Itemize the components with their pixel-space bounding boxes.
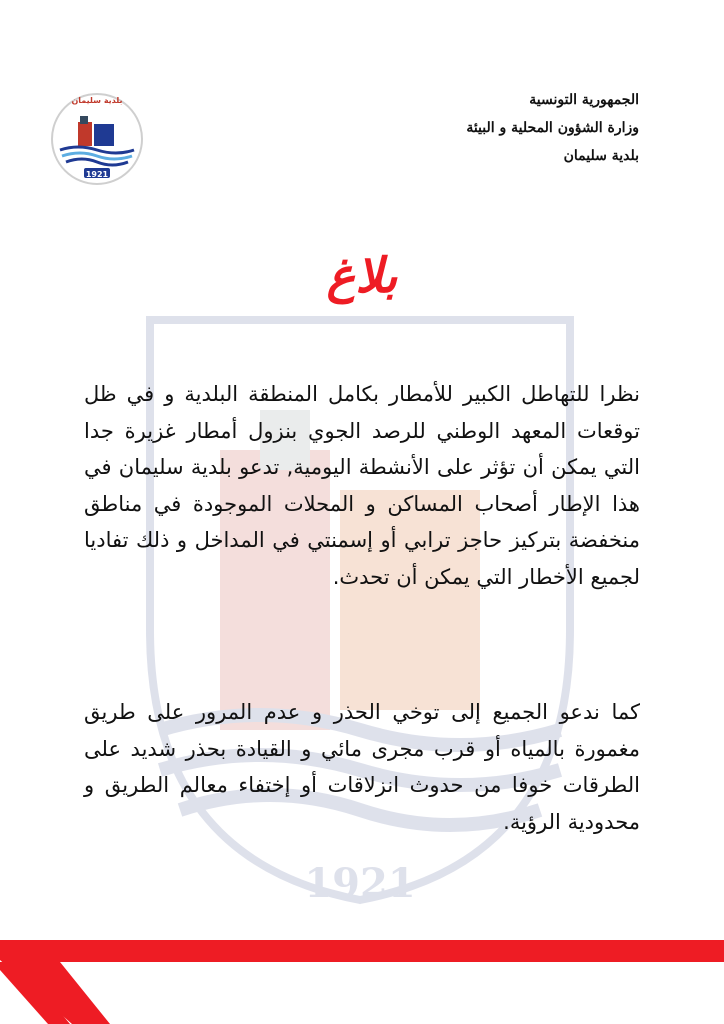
- header-municipality: بلدية سليمان: [563, 148, 639, 164]
- notice-title: بلاغ: [326, 248, 398, 304]
- body-paragraph-2: كما ندعو الجميع إلى توخي الحذر و عدم المرور على طريق مغمورة بالمياه أو قرب مجرى مائي و القيادة بحذر شديد على الطرقات خوفا من حدوث انزلاقات أو إختفاء معالم الطريق و محدودية الرؤية.: [84, 700, 640, 834]
- footer-graphic: [0, 930, 724, 1024]
- header-block: [319, 86, 639, 170]
- body-paragraph-1: نظرا للتهاطل الكبير للأمطار بكامل المنطقة البلدية و في ظل توقعات المعهد الوطني للرصد الجوي بنزول أمطار غزيرة جدا التي يمكن أن تؤثر على الأنشطة اليومية, تدعو بلدية سليمان في هذا الإطار أصحاب المساكن و المحلات الموجودة في مناطق منخفضة بتركيز حاجز ترابي أو إسمنتي في المداخل و ذلك تفاديا لجميع الأخطار التي يمكن أن تحدث.: [84, 382, 640, 589]
- footer-band: [0, 930, 724, 1024]
- header-ministry: وزارة الشؤون المحلية و البيئة: [466, 120, 639, 136]
- logo-caption: بلدية سليمان: [71, 96, 123, 105]
- header-country: الجمهورية التونسية: [529, 92, 639, 108]
- watermark-year: 1921: [304, 860, 416, 907]
- logo-year: 1921: [85, 170, 109, 179]
